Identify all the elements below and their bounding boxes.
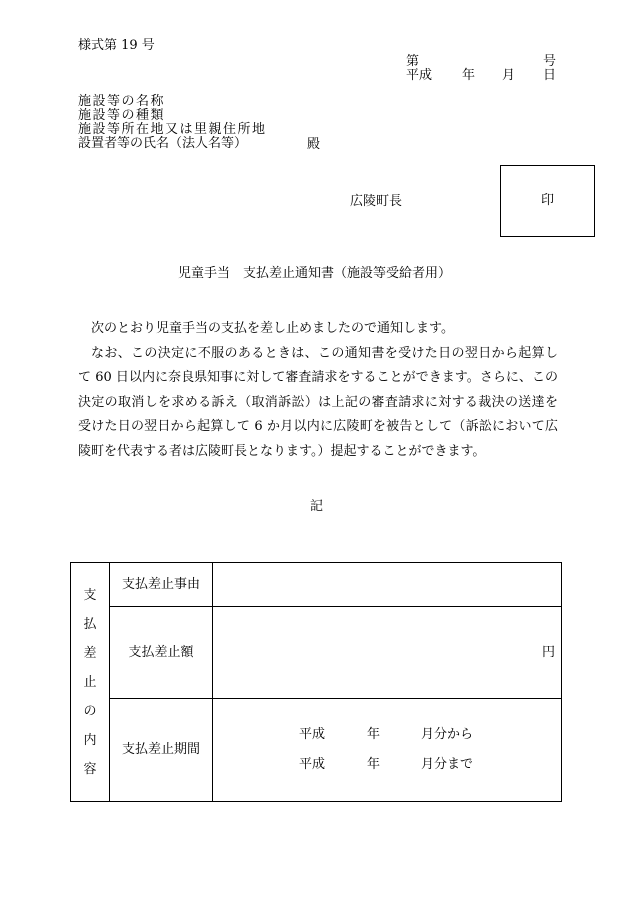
vertical-heading-char: 差 bbox=[83, 645, 97, 661]
founder-name-label: 設置者等の氏名（法人名等） bbox=[78, 136, 248, 151]
period-to-month: 月分まで bbox=[421, 757, 474, 772]
amount-value-cell[interactable] bbox=[213, 607, 562, 699]
period-to-year: 年 bbox=[367, 757, 381, 772]
period-from-line bbox=[299, 720, 561, 750]
amount-unit: 円 bbox=[541, 644, 555, 660]
date-year: 年 bbox=[462, 68, 476, 83]
period-label: 支払差止期間 bbox=[110, 699, 213, 802]
period-from-year: 年 bbox=[367, 727, 381, 742]
document-number-suffix: 号 bbox=[543, 54, 557, 69]
vertical-heading-char: 止 bbox=[83, 674, 97, 690]
period-value-cell[interactable] bbox=[213, 699, 562, 802]
reason-label: 支払差止事由 bbox=[110, 563, 213, 607]
details-table bbox=[70, 562, 562, 802]
period-to-era: 平成 bbox=[299, 757, 326, 772]
issuer-title: 広陵町長 bbox=[350, 194, 403, 209]
seal-box bbox=[500, 165, 595, 237]
date-day: 日 bbox=[543, 68, 557, 83]
notice-body bbox=[78, 317, 558, 464]
seal-label: 印 bbox=[540, 193, 554, 209]
document-number-label: 第 bbox=[406, 54, 420, 69]
record-mark: 記 bbox=[310, 499, 324, 514]
body-paragraph-2: なお、この決定に不服のあるときは、この通知書を受けた日の翌日から起算して 60 日以内に奈良県知事に対して審査請求をすることができます。さらに、この決定の取消しを求める訴え（取消訴訟）は上記の審査請求に対する裁決の送達を受けた日の翌日から起算して 6 か月以内に広陵町を被告として（訴訟において広陵町を代表する者は広陵町長となります。）提起することができます。 bbox=[78, 345, 558, 459]
form-number: 様式第 19 号 bbox=[78, 38, 155, 53]
details-vertical-heading bbox=[71, 563, 110, 802]
honorific: 殿 bbox=[307, 137, 321, 152]
vertical-heading-char: の bbox=[83, 703, 97, 719]
facility-address-label: 施設等所在地又は里親住所地 bbox=[78, 122, 267, 137]
date-era: 平成 bbox=[406, 68, 433, 83]
facility-name-label: 施設等の名称 bbox=[78, 94, 166, 109]
document-title: 児童手当 支払差止通知書（施設等受給者用） bbox=[178, 266, 452, 281]
facility-type-label: 施設等の種類 bbox=[78, 108, 166, 123]
vertical-heading-char: 払 bbox=[83, 616, 97, 632]
body-paragraph-1: 次のとおり児童手当の支払を差し止めましたので通知します。 bbox=[91, 321, 454, 336]
date-month: 月 bbox=[502, 68, 516, 83]
addressee-block bbox=[78, 95, 267, 151]
period-from-month: 月分から bbox=[421, 727, 474, 742]
reason-value-cell[interactable] bbox=[213, 563, 562, 607]
period-from-era: 平成 bbox=[299, 727, 326, 742]
vertical-heading-char: 容 bbox=[83, 761, 97, 777]
vertical-heading-char: 内 bbox=[83, 732, 97, 748]
vertical-heading-char: 支 bbox=[83, 587, 97, 603]
amount-label: 支払差止額 bbox=[110, 607, 213, 699]
period-to-line bbox=[299, 750, 561, 780]
